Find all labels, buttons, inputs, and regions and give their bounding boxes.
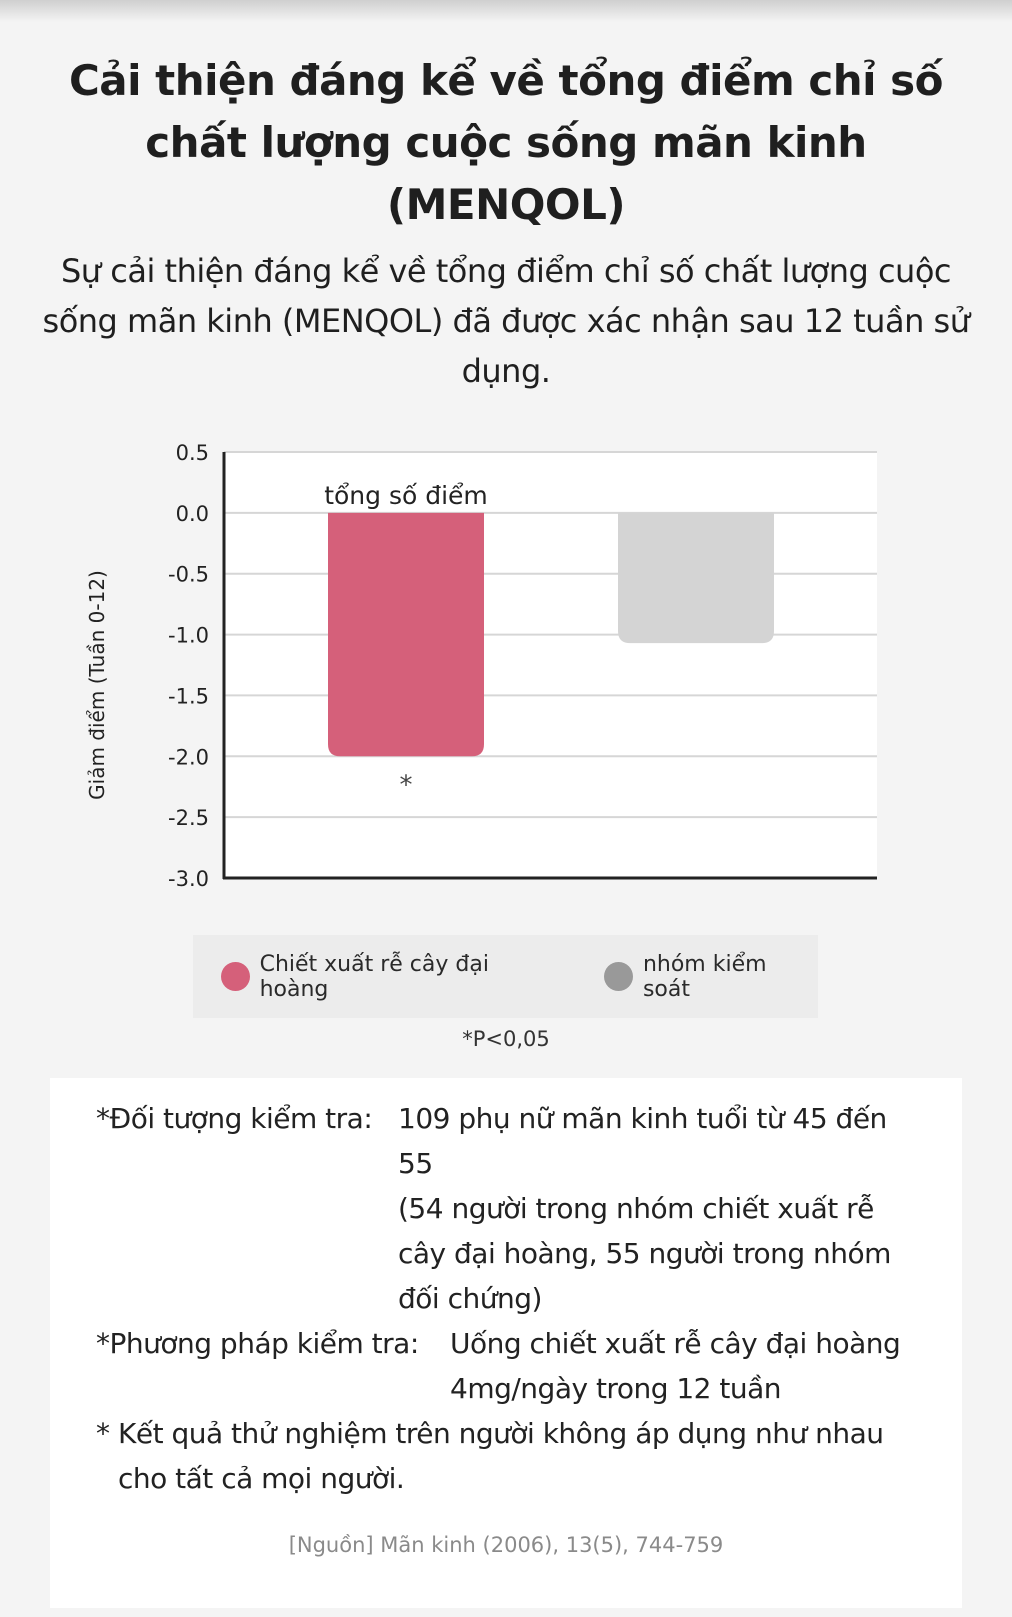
p-value-note: *P<0,05: [462, 1027, 550, 1051]
legend-dot-gray-icon: [604, 962, 633, 991]
legend-label-control: nhóm kiểm soát: [642, 951, 767, 1002]
y-tick-label: -2.0: [168, 745, 209, 770]
grid-lines: [224, 452, 877, 878]
subject-line-4: cây đại hoàng, 55 người trong nhóm: [398, 1237, 891, 1270]
method-label: *Phương pháp kiểm tra:: [96, 1327, 419, 1360]
legend-item-control: [604, 952, 818, 1002]
subject-line-1: 109 phụ nữ mãn kinh tuổi từ 45 đến: [398, 1102, 887, 1135]
method-line-1: Uống chiết xuất rễ cây đại hoàng: [450, 1327, 901, 1360]
bar-extract: [328, 513, 484, 756]
method-line-2: 4mg/ngày trong 12 tuần: [450, 1372, 782, 1405]
top-shadow: [0, 0, 1012, 22]
note-line-1: Kết quả thử nghiệm trên người không áp dụng như nhau: [118, 1417, 884, 1450]
study-info-box: [50, 1078, 962, 1608]
y-tick-label: -1.0: [168, 623, 209, 648]
significance-marker: *: [399, 770, 413, 801]
note-line-2: cho tất cả mọi người.: [118, 1462, 405, 1495]
legend-item-extract: [221, 952, 560, 1002]
subject-line-5: đối chứng): [398, 1282, 542, 1315]
y-tick-label: -1.5: [168, 684, 209, 709]
y-axis-label: Giảm điểm (Tuần 0-12): [85, 570, 109, 800]
page-subtitle: Sự cải thiện đáng kể về tổng điểm chỉ số chất lượng cuộc sống mãn kinh (MENQOL) đã được xác nhận sau 12 tuần sử dụng.: [42, 252, 970, 390]
legend-dot-pink-icon: [221, 962, 250, 991]
y-tick-label: 0.5: [175, 441, 209, 465]
subject-line-3: (54 người trong nhóm chiết xuất rễ: [398, 1192, 874, 1225]
source-citation: [Nguồn] Mãn kinh (2006), 13(5), 744-759: [288, 1533, 724, 1557]
legend-label-extract: Chiết xuất rễ cây đại hoàng: [259, 951, 489, 1002]
chart-legend: [193, 935, 818, 1018]
page-title: Cải thiện đáng kể về tổng điểm chỉ số chất lượng cuộc sống mãn kinh (MENQOL): [68, 56, 944, 229]
bar-chart: [0, 420, 1012, 900]
y-tick-label: -0.5: [168, 562, 209, 587]
bar-control: [618, 513, 774, 643]
y-tick-label: 0.0: [175, 501, 209, 526]
plot-background: [224, 452, 877, 878]
y-tick-label: -2.5: [168, 806, 209, 831]
note-star: *: [96, 1417, 110, 1450]
y-tick-label: -3.0: [168, 867, 209, 891]
subject-line-2: 55: [398, 1147, 433, 1180]
bar-annotation: tổng số điểm: [324, 480, 488, 510]
y-axis-ticks: [168, 441, 209, 891]
subject-label: *Đối tượng kiểm tra:: [96, 1102, 373, 1135]
